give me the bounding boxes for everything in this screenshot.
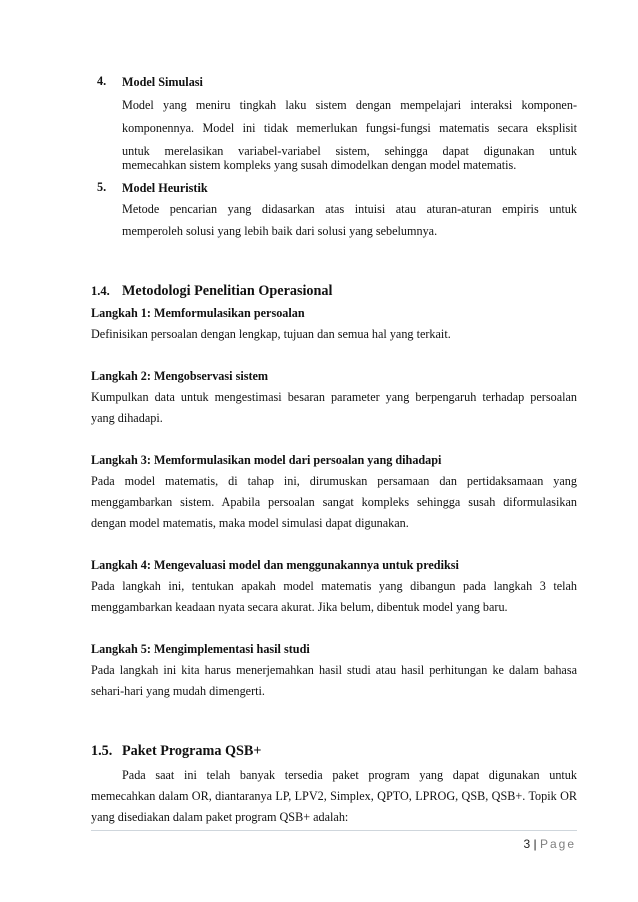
paragraph-line: komponennya. Model ini tidak memerlukan fungsi-fungsi matematis secara eksplisit	[122, 121, 577, 135]
paragraph-line: menggambarkan sistem. Apabila persoalan sangat kompleks sehingga susah diformulasikan	[91, 495, 577, 509]
step-title: Langkah 4: Mengevaluasi model dan menggunakannya untuk prediksi	[91, 558, 459, 572]
paragraph-line: Kumpulkan data untuk mengestimasi besaran parameter yang berpengaruh terhadap persoalan	[91, 390, 577, 404]
section-number: 1.4.	[91, 284, 110, 298]
list-number: 4.	[97, 74, 107, 88]
footer-separator: |	[533, 837, 537, 851]
paragraph-line: yang dihadapi.	[91, 411, 163, 425]
list-item-title: Model Simulasi	[122, 75, 203, 89]
step-title: Langkah 2: Mengobservasi sistem	[91, 369, 269, 383]
paragraph-line: menggambarkan keadaan nyata secara akurat. Jika belum, dibentuk model yang baru.	[91, 600, 508, 614]
list-number: 5.	[97, 180, 107, 194]
paragraph-line: untuk merelasikan variabel-variabel sistem, sehingga dapat digunakan untuk	[122, 144, 577, 158]
paragraph-line: yang disediakan dalam paket program QSB+ adalah:	[91, 810, 349, 824]
paragraph-line: memperoleh solusi yang lebih baik dari solusi yang sebelumnya.	[122, 224, 438, 238]
section-title: Metodologi Penelitian Operasional	[122, 283, 333, 299]
paragraph-line: Pada langkah ini kita harus menerjemahkan hasil studi atau hasil perhitungan ke dalam bahasa	[91, 663, 577, 677]
page-number: 3	[523, 837, 531, 851]
paragraph-line: memecahkan sistem kompleks yang susah dimodelkan dengan model matematis.	[122, 158, 517, 172]
section-title: Paket Programa QSB+	[122, 743, 262, 759]
paragraph-line: Pada saat ini telah banyak tersedia paket program yang dapat digunakan untuk	[122, 768, 577, 782]
section-number: 1.5.	[91, 743, 113, 759]
paragraph-line: Pada langkah ini, tentukan apakah model matematis yang dibangun pada langkah 3 telah	[91, 579, 577, 593]
paragraph-line: dengan model matematis, maka model simulasi dapat digunakan.	[91, 516, 409, 530]
step-title: Langkah 5: Mengimplementasi hasil studi	[91, 642, 310, 656]
paragraph-line: memecahkan dalam OR, diantaranya LP, LPV2, Simplex, QPTO, LPROG, QSB, QSB+. Topik OR	[91, 789, 577, 803]
paragraph-line: Metode pencarian yang didasarkan atas intuisi atau aturan-aturan empiris untuk	[122, 202, 577, 216]
page-label: Page	[539, 837, 576, 851]
step-title: Langkah 1: Memformulasikan persoalan	[91, 306, 305, 320]
paragraph-line: sehari-hari yang mudah dimengerti.	[91, 684, 265, 698]
paragraph-line: Model yang meniru tingkah laku sistem dengan mempelajari interaksi komponen-	[122, 98, 577, 112]
step-title: Langkah 3: Memformulasikan model dari persoalan yang dihadapi	[91, 453, 442, 467]
list-item-title: Model Heuristik	[122, 181, 208, 195]
page-footer	[523, 837, 576, 851]
footer-divider	[91, 830, 577, 831]
paragraph-line: Definisikan persoalan dengan lengkap, tujuan dan semua hal yang terkait.	[91, 327, 451, 341]
paragraph-line: Pada model matematis, di tahap ini, dirumuskan persamaan dan pertidaksamaan yang	[91, 474, 577, 488]
